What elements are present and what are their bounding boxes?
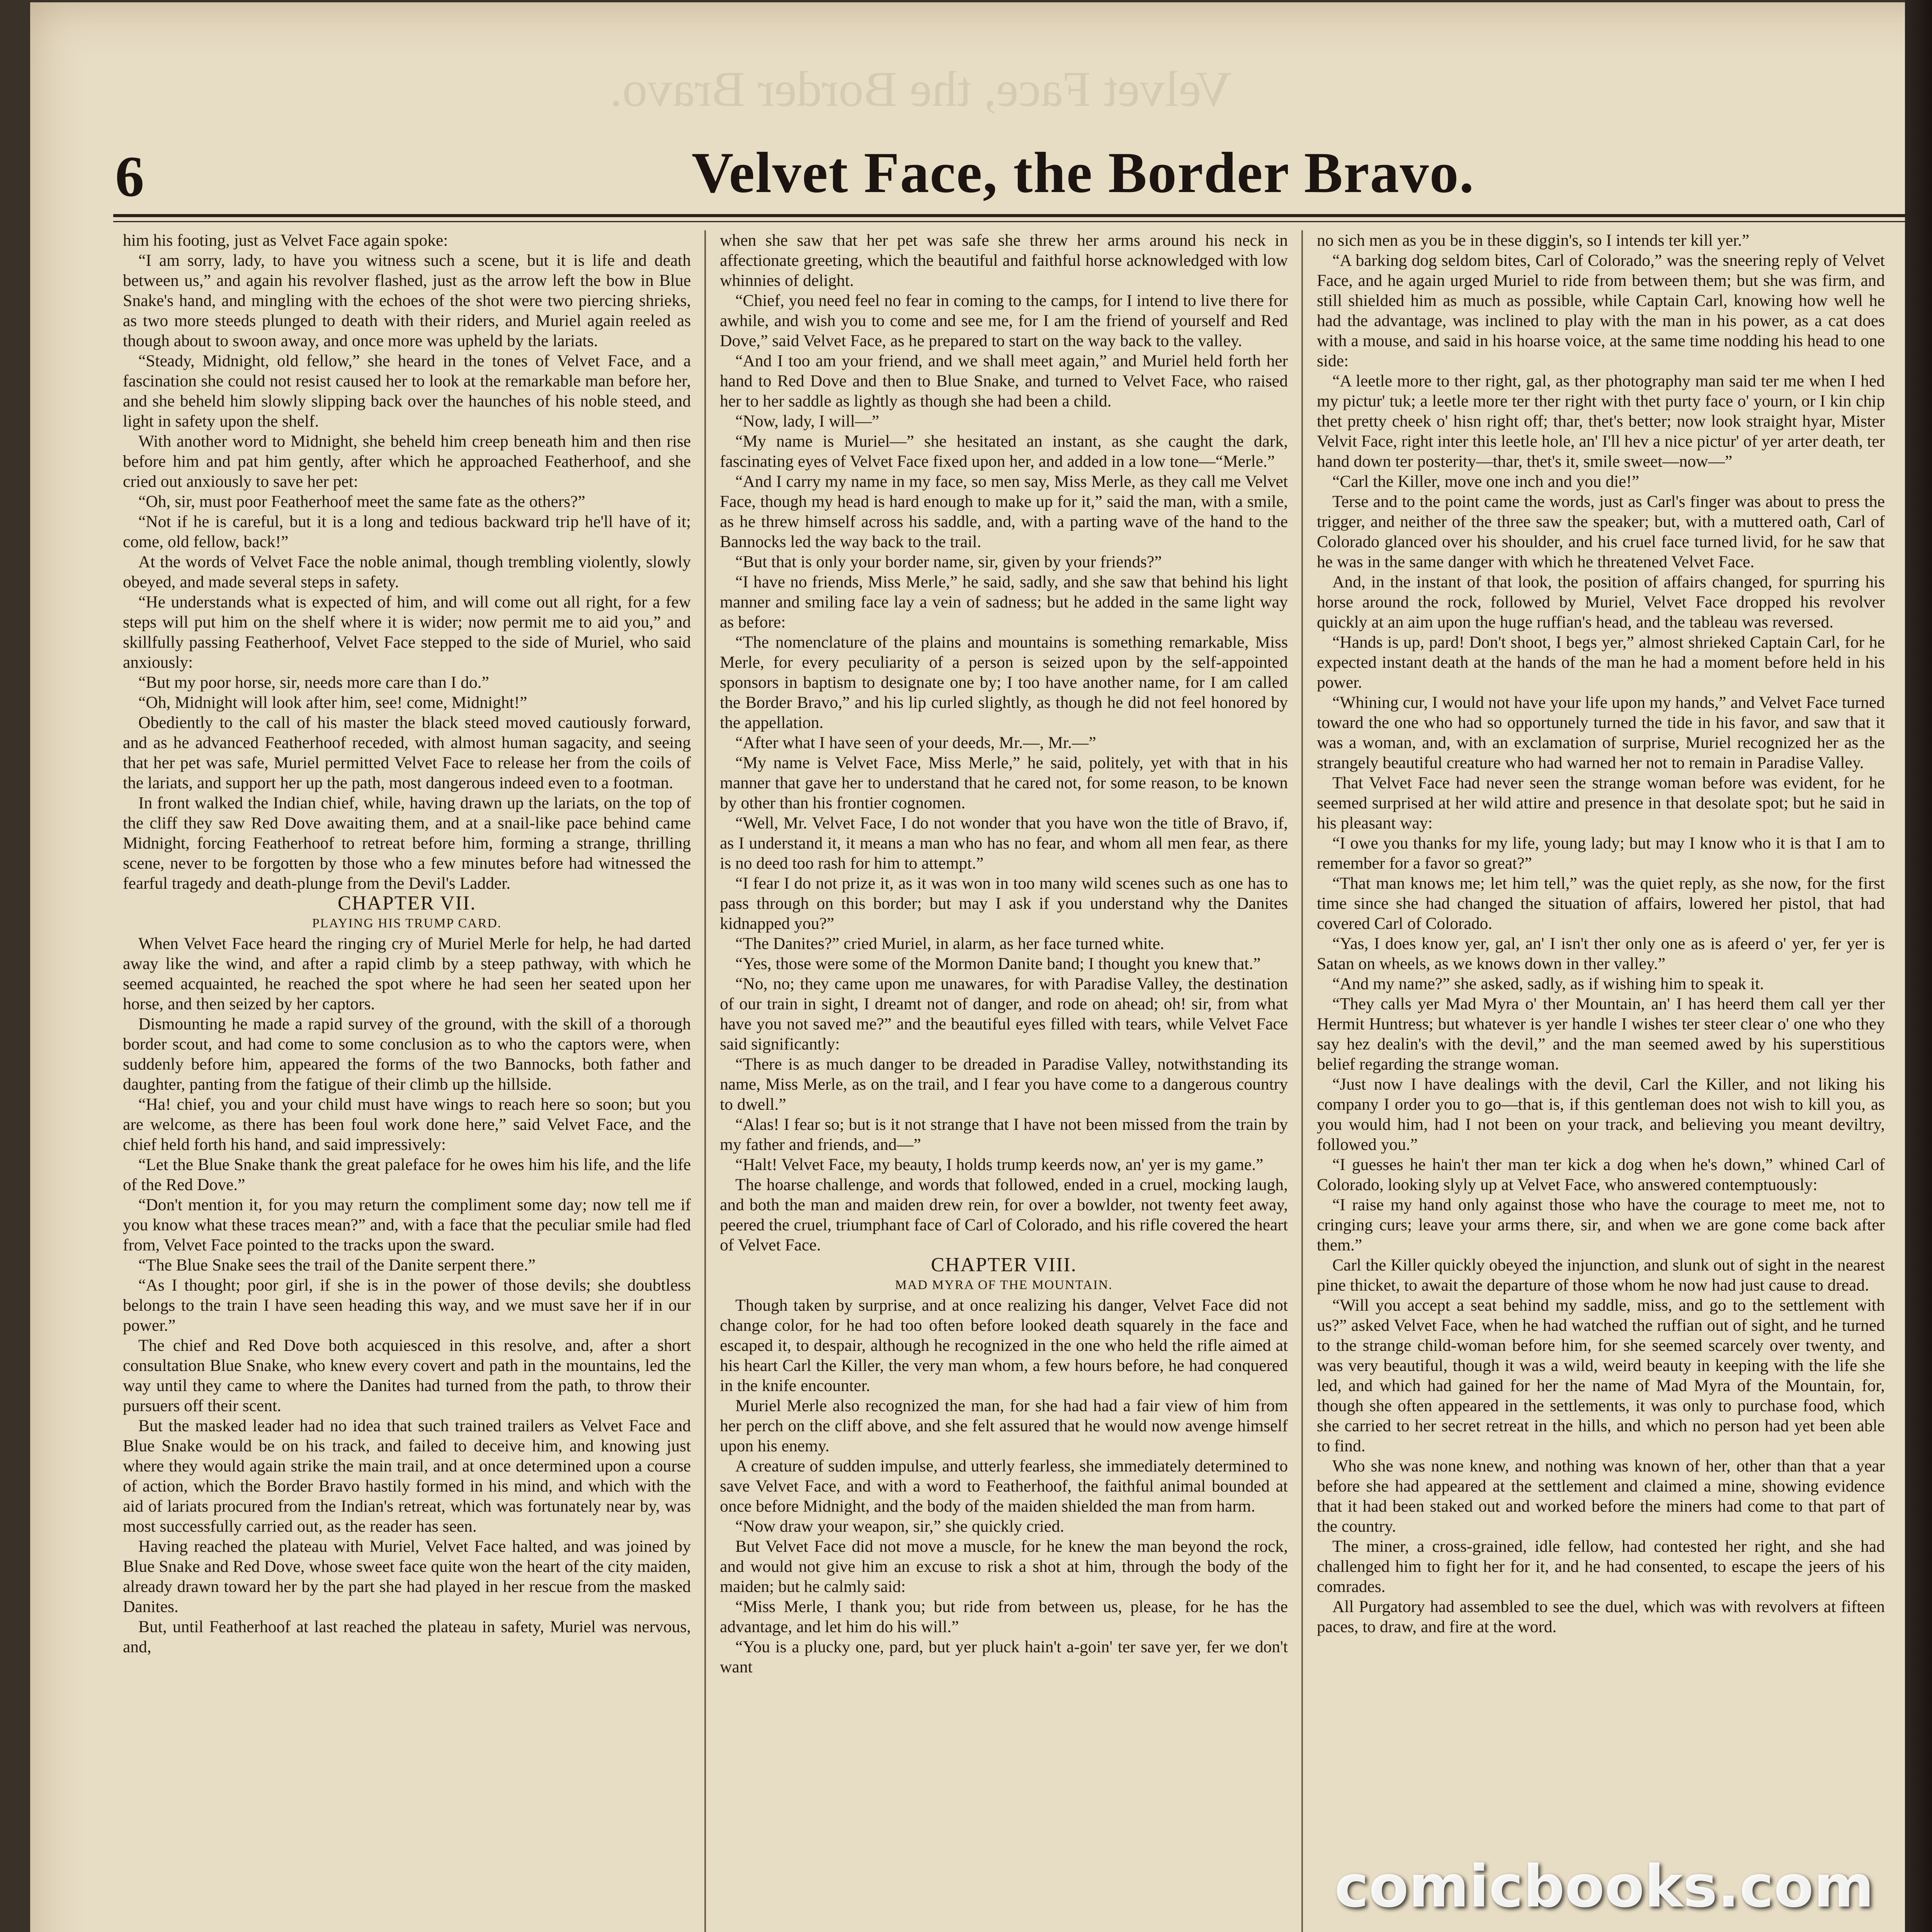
paragraph: Who she was none knew, and nothing was known of her, other than that a year before she had appeared at the settlement and claimed a mine, showing evidence that it had been staked out and worked before the miners had come to that part of the country.	[1317, 1457, 1885, 1536]
paragraph: “I am sorry, lady, to have you witness such a scene, but it is life and death between us,” and again his revolver flashed, just as the arrow left the bow in Blue Snake's hand, and mingling with the echoes of the shot were two piercing shrieks, as two more steeds plunged to death with their riders, and Muriel again reeled as though about to swoon away, and once more was upheld by the lariats.	[123, 251, 691, 350]
paragraph: “The Danites?” cried Muriel, in alarm, as her face turned white.	[735, 934, 1164, 953]
header-rule-thick	[113, 214, 1932, 217]
paragraph: “He understands what is expected of him, and will come out all right, for a few steps will put him on the shelf where it is wider; now permit me to aid you,” and skillfully passing Featherhoof, Velvet Face stepped to the side of Muriel, who said anxiously:	[123, 593, 691, 672]
newspaper-page	[30, 2, 1932, 1932]
paragraph: “No, no; they came upon me unawares, for with Paradise Valley, the destination of our train in sight, I dreamt not of danger, and rode on ahead; oh! sir, from what have you not saved me?” and the beautiful eyes filled with tears, while Velvet Face said significantly:	[720, 975, 1288, 1053]
paragraph: “Will you accept a seat behind my saddle, miss, and go to the settlement with us?” asked Velvet Face, when he had watched the ruffian out of sight, and he turned to the strange child-woman before him, for she seemed scarcely over twenty, and was very beautiful, though it was a wild, weird beauty in keeping with the life she led, and which had gained for her the name of Mad Myra of the Mountain, for, though she often appeared in the settlements, it was only to purchase food, which she carried to her secret retreat in the hills, and which no person had yet been able to find.	[1317, 1296, 1885, 1455]
paragraph: “I raise my hand only against those who have the courage to meet me, not to cringing curs; leave your arms there, sir, and when we are gone come back after them.”	[1317, 1196, 1885, 1254]
paragraph: “And I too am your friend, and we shall meet again,” and Muriel held forth her hand to Red Dove and then to Blue Snake, and turned to Velvet Face, who raised her to her saddle as lightly as though she had been a child.	[720, 352, 1288, 410]
paragraph: “Now draw your weapon, sir,” she quickly cried.	[735, 1517, 1065, 1536]
paragraph: him his footing, just as Velvet Face again spoke:	[123, 231, 448, 250]
page-edge	[1905, 0, 1932, 1932]
paragraph: “My name is Velvet Face, Miss Merle,” he said, politely, yet with that in his manner that gave her to understand that he cared not, for some reason, to be known by other than his frontier cognomen.	[720, 753, 1288, 812]
paragraph: “The Blue Snake sees the trail of the Danite serpent there.”	[138, 1256, 536, 1274]
paragraph: “A barking dog seldom bites, Carl of Colorado,” was the sneering reply of Velvet Face, and he again urged Muriel to ride from between them; but she was firm, and still shielded him as much as possible, while Captain Carl, knowing how well he had the advantage, was inclined to play with the man in his power, as a cat does with a mouse, and said in his hoarse voice, at the same time nodding his head to one side:	[1317, 251, 1885, 370]
paragraph: “After what I have seen of your deeds, Mr.—, Mr.—”	[735, 733, 1096, 752]
paragraph: “Alas! I fear so; but is it not strange that I have not been missed from the train by my father and friends, and—”	[720, 1115, 1288, 1154]
paragraph: “Don't mention it, for you may return the compliment some day; now tell me if you know what these traces mean?” and, with a face that the peculiar smile had fled from, Velvet Face pointed to the tracks upon the sward.	[123, 1196, 691, 1254]
paragraph: “As I thought; poor girl, if she is in the power of those devils; she doubtless belongs to the train I have seen heading this way, and we must save her if in our power.”	[123, 1276, 691, 1335]
paragraph: no sich men as you be in these diggin's, so I intends ter kill yer.”	[1317, 231, 1750, 250]
bleed-through-text: Velvet Face, the Border Bravo.	[610, 61, 1232, 117]
paragraph: Terse and to the point came the words, just as Carl's finger was about to press the trigger, and neither of the three saw the speaker; but, with a muttered oath, Carl of Colorado glanced over his shoulder, and his cruel face turned livid, for he saw that he was in the same danger with which he threatened Velvet Face.	[1317, 492, 1885, 571]
paragraph: Muriel Merle also recognized the man, for she had had a fair view of him from her perch on the cliff above, and she felt assured that he would now avenge himself upon his enemy.	[720, 1396, 1288, 1455]
paragraph: And, in the instant of that look, the position of affairs changed, for spurring his horse around the rock, followed by Muriel, Velvet Face dropped his revolver quickly at an aim upon the huge ruffian's head, and the tableau was reversed.	[1317, 573, 1885, 631]
paragraph: “Well, Mr. Velvet Face, I do not wonder that you have won the title of Bravo, if, as I understand it, it means a man who has no fear, and whom all men fear, as there is no deed too rash for him to attempt.”	[720, 814, 1288, 872]
paragraph: “They calls yer Mad Myra o' ther Mountain, an' I has heerd them call yer ther Hermit Huntress; but whatever is yer handle I wishes ter steer clear o' one who they say hez dealin's with the devil,” and the man seemed awed by his superstitious belief regarding the strange woman.	[1317, 995, 1885, 1073]
column-divider	[1301, 230, 1303, 1932]
paragraph: “Just now I have dealings with the devil, Carl the Killer, and not liking his company I order you to go—that is, if this gentleman does not wish to kill you, as you would him, had I not been on your track, and believing you meant deviltry, followed you.”	[1317, 1075, 1885, 1154]
paragraph: Though taken by surprise, and at once realizing his danger, Velvet Face did not change color, for he had too often before looked death squarely in the face and escaped it, to despair, although he recognized in the one who held the rifle aimed at his heart Carl the Killer, the very man whom, a few hours before, he had conquered in the knife encounter.	[720, 1296, 1288, 1395]
column-divider	[704, 230, 706, 1932]
chapter-subtitle: PLAYING HIS TRUMP CARD.	[312, 916, 502, 930]
paragraph: “Yes, those were some of the Mormon Danite band; I thought you knew that.”	[735, 954, 1261, 973]
paragraph: “I fear I do not prize it, as it was won in too many wild scenes such as one has to pass through on this border; but may I ask if you understand why the Danites kidnapped you?”	[720, 874, 1288, 933]
paragraph: Obediently to the call of his master the black steed moved cautiously forward, and as he advanced Featherhoof receded, with almost human sagacity, and seeing that her pet was safe, Muriel permitted Velvet Face to release her from the coils of the lariats, and support her up the path, most dangerous indeed even to a footman.	[123, 713, 691, 792]
text-column-1	[123, 230, 691, 1932]
paragraph: “Whining cur, I would not have your life upon my hands,” and Velvet Face turned toward the one who had so opportunely turned the tide in his favor, and saw that it was a woman, and, with an exclamation of surprise, Muriel recognized her as the strangely beautiful creature who had warned her not to remain in Paradise Valley.	[1317, 693, 1885, 772]
paragraph: But Velvet Face did not move a muscle, for he knew the man beyond the rock, and would not give him an excuse to risk a shot at him, through the body of the maiden; but he calmly said:	[720, 1537, 1288, 1596]
paragraph: The hoarse challenge, and words that followed, ended in a cruel, mocking laugh, and both the man and maiden drew rein, for over a bowlder, not twenty feet away, peered the cruel, triumphant face of Carl of Colorado, and his rifle covered the heart of Velvet Face.	[720, 1175, 1288, 1254]
paragraph: “Now, lady, I will—”	[735, 412, 879, 430]
paragraph: “I have no friends, Miss Merle,” he said, sadly, and she saw that behind his light manner and smiling face lay a vein of sadness; but he added in the same light way as before:	[720, 573, 1288, 631]
paragraph: “That man knows me; let him tell,” was the quiet reply, as she now, for the first time since she had changed the situation of affairs, lowered her pistol, that had covered Carl of Colorado.	[1317, 874, 1885, 933]
paragraph: “My name is Muriel—” she hesitated an instant, as she caught the dark, fascinating eyes of Velvet Face fixed upon her, and added in a low tone—“Merle.”	[720, 432, 1288, 471]
paragraph: Dismounting he made a rapid survey of the ground, with the skill of a thorough border scout, and had come to some conclusion as to who the captors were, when suddenly before him, appeared the forms of the two Bannocks, both father and daughter, panting from the fatigue of their climb up the hillside.	[123, 1015, 691, 1094]
paragraph: “I guesses he hain't ther man ter kick a dog when he's down,” whined Carl of Colorado, looking slyly up at Velvet Face, who answered contemptuously:	[1317, 1155, 1885, 1194]
paragraph: “Let the Blue Snake thank the great paleface for he owes him his life, and the life of the Red Dove.”	[123, 1155, 691, 1194]
paragraph: “Halt! Velvet Face, my beauty, I holds trump keerds now, an' yer is my game.”	[735, 1155, 1264, 1174]
paragraph: “I owe you thanks for my life, young lady; but may I know who it is that I am to remember for a favor so great?”	[1317, 834, 1885, 872]
chapter-heading: CHAPTER VII.	[337, 892, 476, 914]
chapter-subtitle: MAD MYRA OF THE MOUNTAIN.	[895, 1278, 1113, 1292]
paragraph: “There is as much danger to be dreaded in Paradise Valley, notwithstanding its name, Miss Merle, as on the trail, and I fear you have come to a dangerous country to dwell.”	[720, 1055, 1288, 1114]
paragraph: With another word to Midnight, she beheld him creep beneath him and then rise before him and pat him gently, after which he approached Featherhoof, and she cried out anxiously to save her pet:	[123, 432, 691, 491]
paragraph: “Miss Merle, I thank you; but ride from between us, please, for he has the advantage, and let him do his will.”	[720, 1597, 1288, 1636]
paragraph: when she saw that her pet was safe she threw her arms around his neck in affectionate greeting, which the beautiful and faithful horse acknowledged with low whinnies of delight.	[720, 231, 1288, 290]
paragraph: But, until Featherhoof at last reached the plateau in safety, Muriel was nervous, and,	[123, 1617, 691, 1656]
paragraph: “Hands is up, pard! Don't shoot, I begs yer,” almost shrieked Captain Carl, for he expected instant death at the hands of the man he had a moment before held in his power.	[1317, 633, 1885, 692]
paragraph: “But my poor horse, sir, needs more care than I do.”	[138, 673, 489, 692]
paragraph: The miner, a cross-grained, idle fellow, had contested her right, and she had challenged him to fight her for it, and he had consented, to escape the jeers of his comrades.	[1317, 1537, 1885, 1596]
header-rule-thin	[113, 221, 1932, 222]
paragraph: At the words of Velvet Face the noble animal, though trembling violently, slowly obeyed, and made several steps in safety.	[123, 553, 691, 591]
paragraph: “Oh, Midnight will look after him, see! come, Midnight!”	[138, 693, 527, 712]
paragraph: “Chief, you need feel no fear in coming to the camps, for I intend to live there for awhile, and wish you to come and see me, for I am the friend of yourself and Red Dove,” said Velvet Face, as he prepared to start on the way back to the valley.	[720, 291, 1288, 350]
paragraph: When Velvet Face heard the ringing cry of Muriel Merle for help, he had darted away like the wind, and after a rapid climb by a steep pathway, with which he seemed acquainted, he reached the spot where he had seen her seated upon her horse, and then seized by her captors.	[123, 934, 691, 1013]
paragraph: “Steady, Midnight, old fellow,” she heard in the tones of Velvet Face, and a fascination she could not resist caused her to look at the remarkable man before her, and she beheld him slowly slipping back over the haunches of his noble steed, and light in safety upon the shelf.	[123, 352, 691, 430]
paragraph: That Velvet Face had never seen the strange woman before was evident, for he seemed surprised at her wild attire and presence in that desolate spot; but he said in his pleasant way:	[1317, 774, 1885, 832]
paragraph: Having reached the plateau with Muriel, Velvet Face halted, and was joined by Blue Snake and Red Dove, whose sweet face quite won the heart of the city maiden, already drawn toward her by the part she had played in her rescue from the masked Danites.	[123, 1537, 691, 1616]
page-title: Velvet Face, the Border Bravo.	[691, 141, 1475, 205]
paragraph: “A leetle more to ther right, gal, as ther photography man said ter me when I hed my pictur' tuk; a leetle more ter ther right with thet purty face o' yourn, or I kin chip thet pretty cheek o' hisn right off; thar, thet's better; now look straight hyar, Mister Velvit Face, right inter this leetle hole, an' I'll hev a nice pictur' of yer arter death, ter hand down ter posterity—thar, thet's it, smile sweet—now—”	[1317, 372, 1885, 471]
paragraph: “Ha! chief, you and your child must have wings to reach here so soon; but you are welcome, as there has been foul work done here,” said Velvet Face, and the chief held forth his hand, and said impressively:	[123, 1095, 691, 1154]
paragraph: “But that is only your border name, sir, given by your friends?”	[735, 553, 1162, 571]
text-column-3	[1317, 230, 1885, 1932]
paragraph: Carl the Killer quickly obeyed the injunction, and slunk out of sight in the nearest pine thicket, to await the departure of those whom he now had just cause to dread.	[1317, 1256, 1885, 1294]
paragraph: “And my name?” she asked, sadly, as if wishing him to speak it.	[1332, 975, 1764, 993]
text-column-2	[720, 230, 1288, 1932]
paragraph: But the masked leader had no idea that such trained trailers as Velvet Face and Blue Snake would be on his track, and failed to deceive him, and knowing just where they would again strike the main trail, and at once determined upon a course of action, which the Border Bravo hastily formed in his mind, and which with the aid of lariats procured from the Indian's retreat, which was fortunately near by, was most successfully carried out, as the reader has seen.	[123, 1417, 691, 1536]
paragraph: “And I carry my name in my face, so men say, Miss Merle, as they call me Velvet Face, though my head is hard enough to make up for it,” said the man, with a smile, as he threw himself across his saddle, and, with a parting wave of the hand to the Bannocks led the way back to the trail.	[720, 472, 1288, 551]
chapter-heading: CHAPTER VIII.	[931, 1254, 1077, 1276]
paragraph: In front walked the Indian chief, while, having drawn up the lariats, on the top of the cliff they saw Red Dove awaiting them, and at a snail-like pace behind came Midnight, forcing Featherhoof to retreat before him, forming a strange, thrilling scene, never to be forgotten by those who a few minutes before had witnessed the fearful tragedy and death-plunge from the Devil's Ladder.	[123, 794, 691, 893]
paragraph: The chief and Red Dove both acquiesced in this resolve, and, after a short consultation Blue Snake, who knew every covert and path in the mountains, led the way until they came to where the Danites had turned from the path, to throw their pursuers off their scent.	[123, 1336, 691, 1415]
paragraph: “Oh, sir, must poor Featherhoof meet the same fate as the others?”	[138, 492, 585, 511]
paragraph: A creature of sudden impulse, and utterly fearless, she immediately determined to save Velvet Face, and with a word to Featherhoof, the faithful animal bounded at once before Midnight, and the body of the maiden shielded the man from harm.	[720, 1457, 1288, 1515]
page-number: 6	[115, 145, 144, 209]
paragraph: “Carl the Killer, move one inch and you die!”	[1332, 472, 1639, 491]
paragraph: “You is a plucky one, pard, but yer pluck hain't a-goin' ter save yer, fer we don't want	[720, 1638, 1288, 1676]
watermark: comicbooks.com	[1334, 1853, 1874, 1920]
paragraph: “Not if he is careful, but it is a long and tedious backward trip he'll have of it; come, old fellow, back!”	[123, 512, 691, 551]
paragraph: “The nomenclature of the plains and mountains is something remarkable, Miss Merle, for every peculiarity of a person is seized upon by the self-appointed sponsors in baptism to designate one by; I too have another name, for I am called the Border Bravo,” and his lip curled slightly, as though he did not feel honored by the appellation.	[720, 633, 1288, 732]
paragraph: All Purgatory had assembled to see the duel, which was with revolvers at fifteen paces, to draw, and fire at the word.	[1317, 1597, 1885, 1636]
paragraph: “Yas, I does know yer, gal, an' I isn't ther only one as is afeerd o' yer, fer yer is Satan on wheels, as we knows down in ther valley.”	[1317, 934, 1885, 973]
